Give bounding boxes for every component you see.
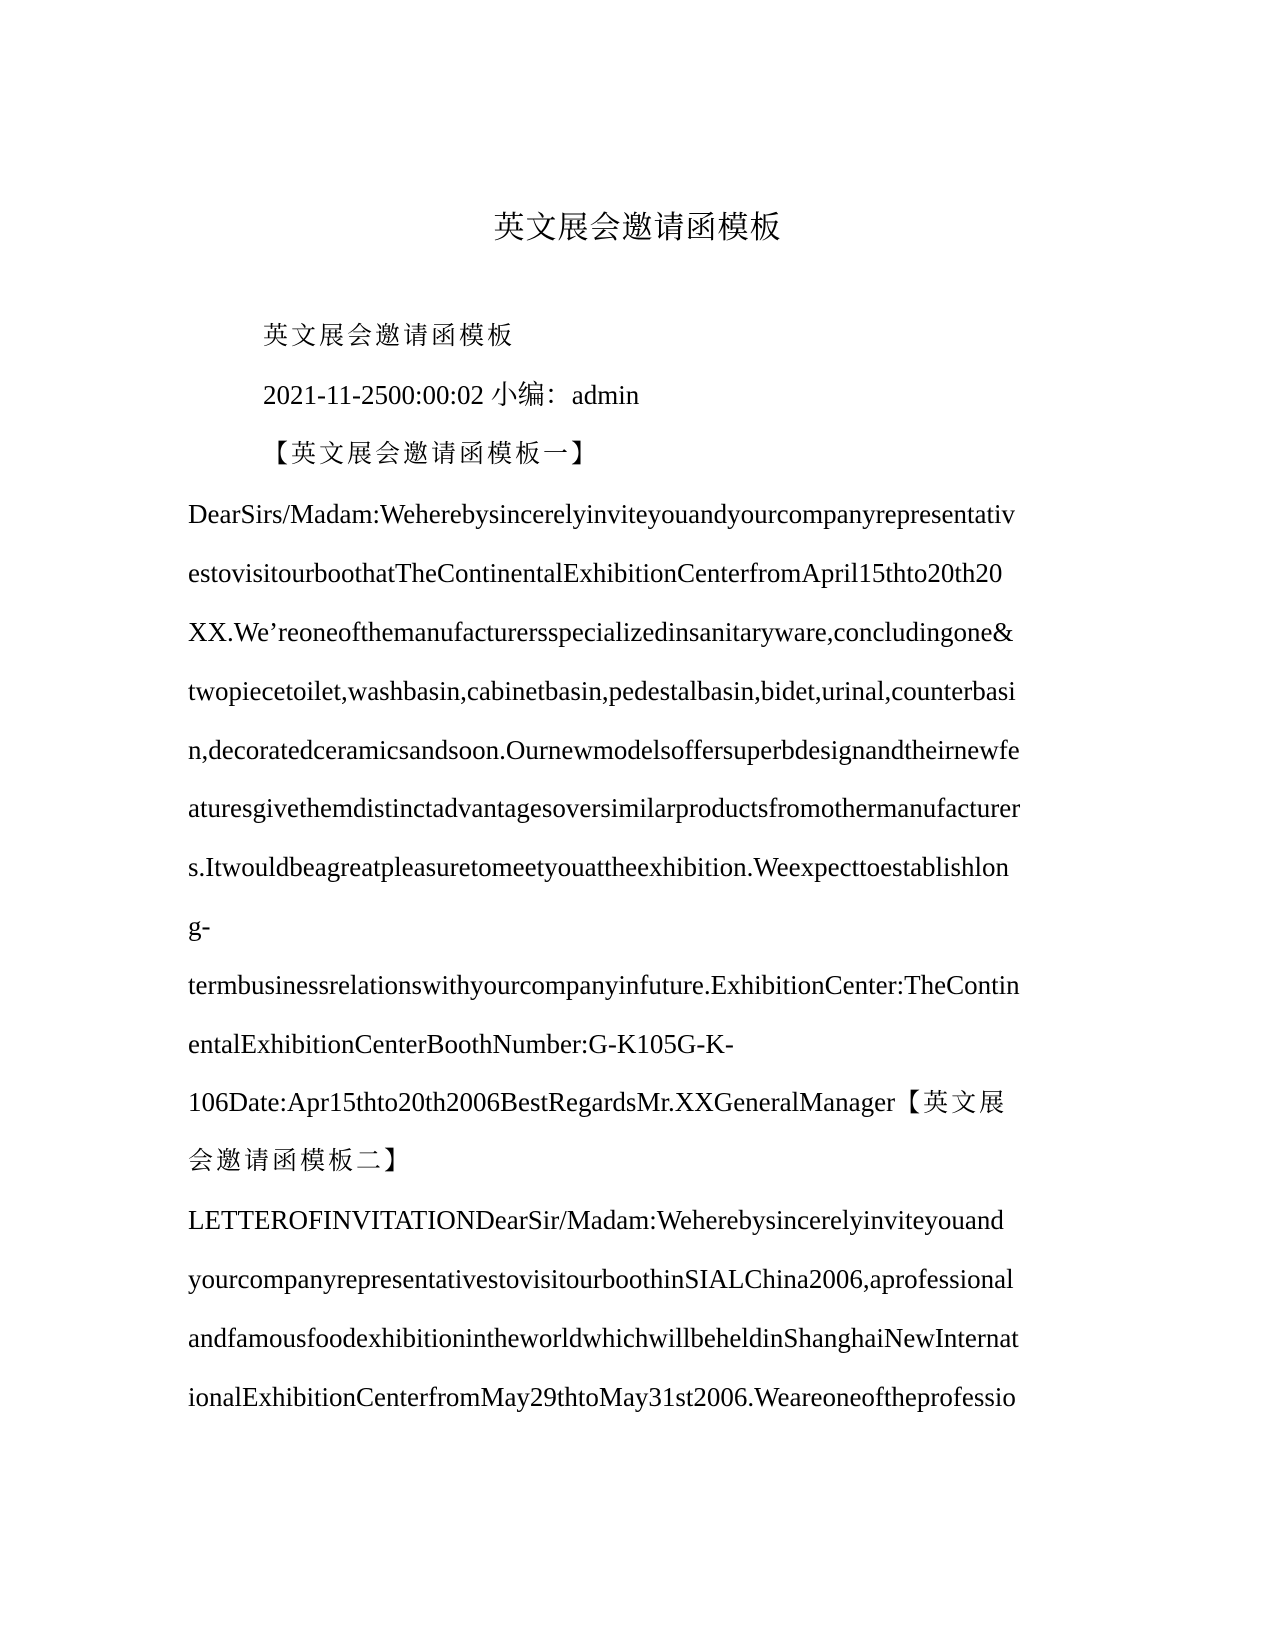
document-subtitle: 英文展会邀请函模板 bbox=[263, 321, 516, 350]
body-line: XX.We’reoneofthemanufacturersspecializedinsanitaryware,concludingone& bbox=[188, 617, 1014, 647]
body-line: entalExhibitionCenterBoothNumber:G-K105G-K- bbox=[188, 1029, 734, 1059]
body-line: DearSirs/Madam:Weherebysincerelyinviteyouandyourcompanyrepresentativ bbox=[188, 499, 1016, 529]
body-line: termbusinessrelationswithyourcompanyinfuture.ExhibitionCenter:TheContin bbox=[188, 970, 1020, 1000]
document-title: 英文展会邀请函模板 bbox=[493, 210, 782, 246]
body-line: g- bbox=[188, 911, 211, 941]
body-line: LETTEROFINVITATIONDearSir/Madam:Weherebysincerelyinviteyouand bbox=[188, 1205, 1004, 1235]
body-line: s.Itwouldbeagreatpleasuretomeetyouattheexhibition.Weexpecttoestablishlon bbox=[188, 852, 1010, 882]
body-line-mixed bbox=[188, 1084, 1088, 1121]
section-heading-1: 【英文展会邀请函模板一】 bbox=[263, 439, 600, 468]
body-line: estovisitourboothatTheContinentalExhibitionCenterfromApril15thto20th20 bbox=[188, 558, 1003, 588]
body-line: twopiecetoilet,washbasin,cabinetbasin,pedestalbasin,bidet,urinal,counterbasi bbox=[188, 676, 1016, 706]
body-line: yourcompanyrepresentativestovisitourboothinSIALChina2006,aprofessional bbox=[188, 1264, 1014, 1294]
section-heading-2-end: 会邀请函模板二】 bbox=[188, 1146, 413, 1175]
body-line: aturesgivethemdistinctadvantagesoversimilarproductsfromothermanufacturer bbox=[188, 793, 1021, 823]
post-meta: 2021-11-2500:00:02 小编：admin bbox=[263, 380, 640, 410]
body-line: ionalExhibitionCenterfromMay29thtoMay31st2006.Weareoneoftheprofessio bbox=[188, 1382, 1016, 1412]
body-line: andfamousfoodexhibitionintheworldwhichwillbeheldinShanghaiNewInternat bbox=[188, 1323, 1019, 1353]
section-heading-2-start: 【英文展 bbox=[895, 1088, 1008, 1117]
body-line: n,decoratedceramicsandsoon.Ournewmodelsoffersuperbdesignandtheirnewfe bbox=[188, 735, 1020, 765]
body-line-en: 106Date:Apr15thto20th2006BestRegardsMr.XXGeneralManager bbox=[188, 1087, 896, 1117]
